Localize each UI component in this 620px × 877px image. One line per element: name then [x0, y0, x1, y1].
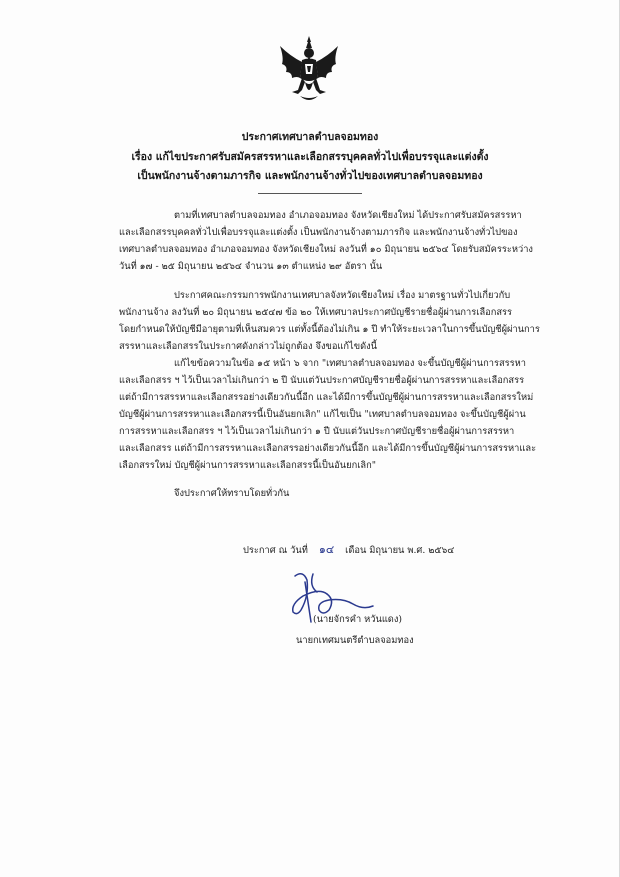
para2-line-2: พนักงานจ้าง ลงวันที่ ๒๐ มิถุนายน ๒๕๔๗ ข้อ ๒๐ ให้เทศบาลประกาศบัญชีรายชื่อผู้ผ่านการเลือกสรร: [119, 307, 513, 318]
announcement-subject-line-1: เรื่อง แก้ไขประกาศรับสมัครสรรหาและเลือกสรรบุคคลทั่วไปเพื่อบรรจุและแต่งตั้ง: [131, 151, 489, 163]
signer-position: นายกเทศมนตรีตำบลจอมทอง: [296, 635, 414, 646]
para2-line-1: ประกาศคณะกรรมการพนักงานเทศบาลจังหวัดเชียงใหม่ เรื่อง มาตรฐานทั่วไปเกี่ยวกับ: [174, 290, 511, 301]
para3-line-4: บัญชีผู้ผ่านการสรรหาและเลือกสรรนี้เป็นอันยกเลิก" แก้ไขเป็น "เทศบาลตำบลจอมทอง จะขึ้นบัญชีผู้ผ่าน: [119, 409, 526, 420]
date-day: ๑๔: [318, 543, 335, 556]
announcement-subject-line-2: เป็นพนักงานจ้างตามภารกิจ และพนักงานจ้างทั่วไปของเทศบาลตำบลจอมทอง: [137, 170, 483, 182]
para3-line-2: และเลือกสรร ฯ ไว้เป็นเวลาไม่เกินกว่า ๒ ปี นับแต่วันประกาศบัญชีรายชื่อผู้ผ่านการสรรหาและเลือกสรร: [119, 375, 525, 386]
para3-line-6: และเลือกสรร แต่ถ้ามีการสรรหาและเลือกสรรอย่างเดียวกันนี้อีก และได้มีการขึ้นบัญชีผู้ผ่านการสรรหาและ: [119, 443, 537, 454]
closing-text: จึงประกาศให้ทราบโดยทั่วกัน: [174, 488, 290, 499]
announcement-title: ประกาศเทศบาลตำบลจอมทอง: [241, 131, 379, 143]
para2-line-3: โดยกำหนดให้บัญชีมีอายุตามที่เห็นสมควร แต่ทั้งนี้ต้องไม่เกิน ๑ ปี ทำให้ระยะเวลาในการขึ้นบัญชีผู้ผ่านการ: [119, 324, 540, 335]
date-prefix: ประกาศ ณ วันที่: [243, 545, 308, 556]
para3-line-5: การสรรหาและเลือกสรร ฯ ไว้เป็นเวลาไม่เกินกว่า ๑ ปี นับแต่วันประกาศบัญชีรายชื่อผู้ผ่านการสรรหา: [119, 426, 515, 437]
para1-line-2: และเลือกสรรบุคคลทั่วไปเพื่อบรรจุและแต่งตั้ง เป็นพนักงานจ้างตามภารกิจ และพนักงานจ้างทั่วไปของ: [119, 227, 518, 238]
para1-line-1: ตามที่เทศบาลตำบลจอมทอง อำเภอจอมทอง จังหวัดเชียงใหม่ ได้ประกาศรับสมัครสรรหา: [174, 210, 522, 221]
para1-line-3: เทศบาลตำบลจอมทอง อำเภอจอมทอง จังหวัดเชียงใหม่ ลงวันที่ ๑๐ มิถุนายน ๒๕๖๔ โดยรับสมัครระหว่าง: [119, 244, 533, 255]
para3-line-1: แก้ไขข้อความในข้อ ๑๕ หน้า ๖ จาก "เทศบาลตำบลจอมทอง จะขึ้นบัญชีผู้ผ่านการสรรหา: [174, 358, 526, 369]
para3-line-3: แต่ถ้ามีการสรรหาและเลือกสรรอย่างเดียวกันนี้อีก และได้มีการขึ้นบัญชีผู้ผ่านการสรรหาและเลือกสรรใหม่: [119, 392, 534, 403]
para3-line-7: เลือกสรรใหม่ บัญชีผู้ผ่านการสรรหาและเลือกสรรนี้เป็นอันยกเลิก": [119, 460, 376, 471]
date-suffix: เดือน มิถุนายน พ.ศ. ๒๕๖๔: [345, 545, 455, 556]
para2-line-4: สรรหาและเลือกสรรในประกาศดังกล่าวไม่ถูกต้อง จึงขอแก้ไขดังนี้: [119, 341, 378, 352]
signer-name: (นายจักรคำ หวันแดง): [313, 614, 403, 625]
title-divider: [258, 193, 362, 194]
date-line: [243, 540, 454, 558]
para1-line-4: วันที่ ๑๗ - ๒๕ มิถุนายน ๒๕๖๔ จำนวน ๑๓ ตำแหน่ง ๒๙ อัตรา นั้น: [119, 261, 383, 272]
garuda-emblem-icon: [278, 34, 340, 104]
